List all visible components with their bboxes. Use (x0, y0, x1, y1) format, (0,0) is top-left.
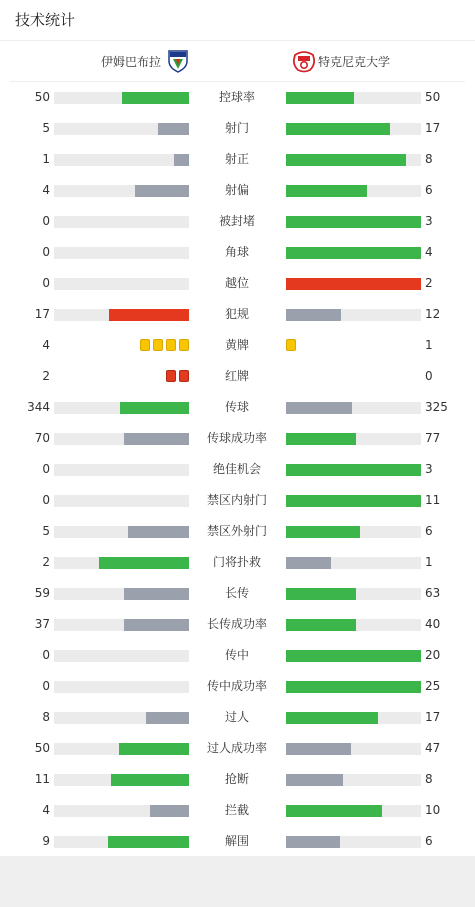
home-value: 59 (34, 586, 50, 600)
stat-label: 禁区内射门 (206, 493, 267, 507)
home-bar-fill (135, 185, 189, 197)
away-value: 47 (425, 741, 441, 755)
away-team-name: 特克尼克大学 (318, 54, 391, 69)
stat-row (0, 330, 475, 361)
stat-label: 控球率 (218, 90, 255, 104)
away-bar-track (286, 185, 421, 197)
stat-label: 长传 (224, 586, 249, 600)
stat-label: 红牌 (224, 369, 249, 383)
away-value: 40 (425, 617, 441, 631)
away-bar-fill (286, 743, 351, 755)
stat-label: 绝佳机会 (212, 462, 261, 476)
away-value: 6 (425, 183, 433, 197)
stat-row (0, 423, 475, 454)
away-value: 10 (425, 803, 441, 817)
teams-header (10, 41, 465, 82)
away-bar-track (286, 712, 421, 724)
home-bar-fill (146, 712, 189, 724)
home-value: 9 (42, 834, 50, 848)
away-bar-fill (286, 495, 421, 507)
away-bar-fill (286, 588, 356, 600)
away-bar-fill (286, 619, 356, 631)
home-bar-track (54, 712, 189, 724)
page-title: 技术统计 (0, 0, 475, 41)
home-bar-track (54, 836, 189, 848)
stat-row (0, 640, 475, 671)
home-bar-track (54, 278, 189, 290)
stat-label: 传球 (224, 400, 249, 414)
home-cards (166, 370, 189, 382)
home-value: 8 (42, 710, 50, 724)
away-value: 6 (425, 524, 433, 538)
stat-label: 门将扑救 (212, 555, 261, 569)
home-bar-track (54, 402, 189, 414)
home-value: 37 (34, 617, 50, 631)
home-value: 0 (42, 276, 50, 290)
away-value: 4 (425, 245, 433, 259)
home-value: 4 (42, 183, 50, 197)
yellow-card-icon (286, 339, 296, 351)
away-bar-fill (286, 464, 421, 476)
stat-row (0, 206, 475, 237)
away-bar-fill (286, 712, 378, 724)
away-bar-track (286, 774, 421, 786)
home-value: 4 (42, 338, 50, 352)
away-bar-fill (286, 774, 343, 786)
stat-label: 传中成功率 (206, 679, 267, 693)
home-value: 1 (42, 152, 50, 166)
away-bar-track (286, 433, 421, 445)
home-bar-track (54, 247, 189, 259)
home-value: 0 (42, 462, 50, 476)
stat-row (0, 764, 475, 795)
imbabura-crest-icon (167, 49, 189, 73)
home-value: 5 (42, 524, 50, 538)
away-bar-track (286, 216, 421, 228)
stat-row (0, 609, 475, 640)
stat-row (0, 454, 475, 485)
stat-label: 越位 (224, 276, 249, 290)
home-value: 2 (42, 369, 50, 383)
away-value: 1 (425, 555, 433, 569)
away-value: 325 (425, 400, 448, 414)
away-bar-track (286, 495, 421, 507)
home-bar-fill (124, 588, 189, 600)
away-bar-fill (286, 650, 421, 662)
away-value: 25 (425, 679, 441, 693)
stat-label: 射门 (224, 121, 249, 135)
away-bar-fill (286, 216, 421, 228)
home-bar-track (54, 526, 189, 538)
home-bar-fill (124, 433, 189, 445)
home-bar-track (54, 464, 189, 476)
away-value: 6 (425, 834, 433, 848)
stat-row (0, 671, 475, 702)
away-value: 8 (425, 772, 433, 786)
away-bar-track (286, 743, 421, 755)
home-bar-fill (174, 154, 189, 166)
away-bar-track (286, 92, 421, 104)
stat-row (0, 826, 475, 857)
stat-row (0, 268, 475, 299)
away-value: 8 (425, 152, 433, 166)
away-bar-track (286, 123, 421, 135)
away-value: 3 (425, 462, 433, 476)
away-bar-fill (286, 433, 356, 445)
away-team[interactable] (292, 41, 390, 81)
stat-row (0, 113, 475, 144)
home-bar-track (54, 154, 189, 166)
home-bar-track (54, 557, 189, 569)
stat-row (0, 733, 475, 764)
away-value: 11 (425, 493, 441, 507)
away-bar-fill (286, 278, 421, 290)
stat-label: 黄牌 (224, 338, 249, 352)
away-value: 77 (425, 431, 441, 445)
home-bar-track (54, 123, 189, 135)
home-team-name: 伊姆巴布拉 (100, 54, 161, 69)
home-bar-track (54, 185, 189, 197)
home-bar-fill (158, 123, 189, 135)
away-value: 17 (425, 121, 441, 135)
away-bar-fill (286, 402, 352, 414)
away-value: 1 (425, 338, 433, 352)
away-bar-track (286, 402, 421, 414)
stat-row (0, 485, 475, 516)
away-bar-fill (286, 681, 421, 693)
home-value: 0 (42, 493, 50, 507)
away-cards (286, 339, 296, 351)
stat-label: 被封堵 (218, 214, 255, 228)
home-value: 0 (42, 679, 50, 693)
home-value: 4 (42, 803, 50, 817)
stat-row (0, 82, 475, 113)
away-value: 0 (425, 369, 433, 383)
away-value: 12 (425, 307, 441, 321)
stat-label: 禁区外射门 (206, 524, 267, 538)
stat-label: 传球成功率 (206, 431, 267, 445)
stat-label: 抢断 (224, 772, 249, 786)
home-value: 11 (34, 772, 50, 786)
yellow-card-icon (153, 339, 163, 351)
stat-row (0, 547, 475, 578)
home-value: 70 (34, 431, 50, 445)
away-value: 50 (425, 90, 441, 104)
stat-row (0, 299, 475, 330)
away-bar-fill (286, 123, 390, 135)
stat-row (0, 516, 475, 547)
home-bar-fill (119, 743, 189, 755)
stat-label: 射偏 (224, 183, 249, 197)
away-bar-track (286, 247, 421, 259)
stat-label: 射正 (224, 152, 249, 166)
home-bar-track (54, 309, 189, 321)
home-bar-fill (99, 557, 189, 569)
home-bar-fill (108, 836, 189, 848)
home-bar-fill (109, 309, 189, 321)
away-bar-track (286, 836, 421, 848)
home-team[interactable] (101, 41, 189, 81)
away-value: 3 (425, 214, 433, 228)
stat-row (0, 175, 475, 206)
away-bar-fill (286, 309, 341, 321)
home-value: 2 (42, 555, 50, 569)
stat-label: 拦截 (224, 803, 249, 817)
home-cards (140, 339, 189, 351)
stat-label: 长传成功率 (206, 617, 267, 631)
stat-label: 传中 (224, 648, 249, 662)
yellow-card-icon (140, 339, 150, 351)
home-bar-fill (122, 92, 190, 104)
away-bar-track (286, 309, 421, 321)
stat-row (0, 578, 475, 609)
home-bar-track (54, 433, 189, 445)
home-bar-track (54, 805, 189, 817)
away-bar-fill (286, 526, 360, 538)
home-bar-track (54, 774, 189, 786)
away-value: 63 (425, 586, 441, 600)
home-bar-track (54, 743, 189, 755)
home-bar-track (54, 650, 189, 662)
home-bar-fill (111, 774, 189, 786)
away-value: 20 (425, 648, 441, 662)
red-card-icon (166, 370, 176, 382)
away-bar-track (286, 278, 421, 290)
stat-label: 过人成功率 (206, 741, 267, 755)
away-bar-fill (286, 247, 421, 259)
away-bar-track (286, 557, 421, 569)
home-value: 0 (42, 648, 50, 662)
away-bar-track (286, 154, 421, 166)
home-bar-track (54, 681, 189, 693)
yellow-card-icon (166, 339, 176, 351)
away-bar-track (286, 681, 421, 693)
home-bar-track (54, 588, 189, 600)
home-bar-fill (120, 402, 189, 414)
away-bar-track (286, 650, 421, 662)
away-bar-fill (286, 92, 354, 104)
home-bar-fill (128, 526, 189, 538)
away-bar-track (286, 526, 421, 538)
stat-row (0, 392, 475, 423)
home-value: 0 (42, 214, 50, 228)
stat-row (0, 237, 475, 268)
stat-row (0, 361, 475, 392)
home-bar-track (54, 619, 189, 631)
home-bar-fill (124, 619, 189, 631)
stat-row (0, 702, 475, 733)
stat-label: 角球 (224, 245, 249, 259)
home-value: 0 (42, 245, 50, 259)
away-bar-fill (286, 154, 406, 166)
stat-label: 过人 (224, 710, 249, 724)
home-bar-track (54, 216, 189, 228)
home-value: 5 (42, 121, 50, 135)
stat-row (0, 144, 475, 175)
home-value: 50 (34, 90, 50, 104)
away-value: 2 (425, 276, 433, 290)
stat-row (0, 795, 475, 826)
away-bar-track (286, 619, 421, 631)
home-value: 50 (34, 741, 50, 755)
away-value: 17 (425, 710, 441, 724)
stat-label: 犯规 (224, 307, 249, 321)
away-bar-fill (286, 805, 382, 817)
red-card-icon (179, 370, 189, 382)
home-bar-track (54, 92, 189, 104)
home-value: 344 (27, 400, 50, 414)
home-bar-track (54, 495, 189, 507)
stats-list (0, 82, 475, 857)
tecnico-universitario-crest-icon (292, 49, 314, 73)
away-bar-fill (286, 185, 367, 197)
away-bar-track (286, 805, 421, 817)
away-bar-fill (286, 836, 340, 848)
away-bar-fill (286, 557, 331, 569)
away-bar-track (286, 464, 421, 476)
away-bar-track (286, 588, 421, 600)
stat-label: 解围 (224, 834, 249, 848)
home-value: 17 (34, 307, 50, 321)
yellow-card-icon (179, 339, 189, 351)
home-bar-fill (150, 805, 189, 817)
